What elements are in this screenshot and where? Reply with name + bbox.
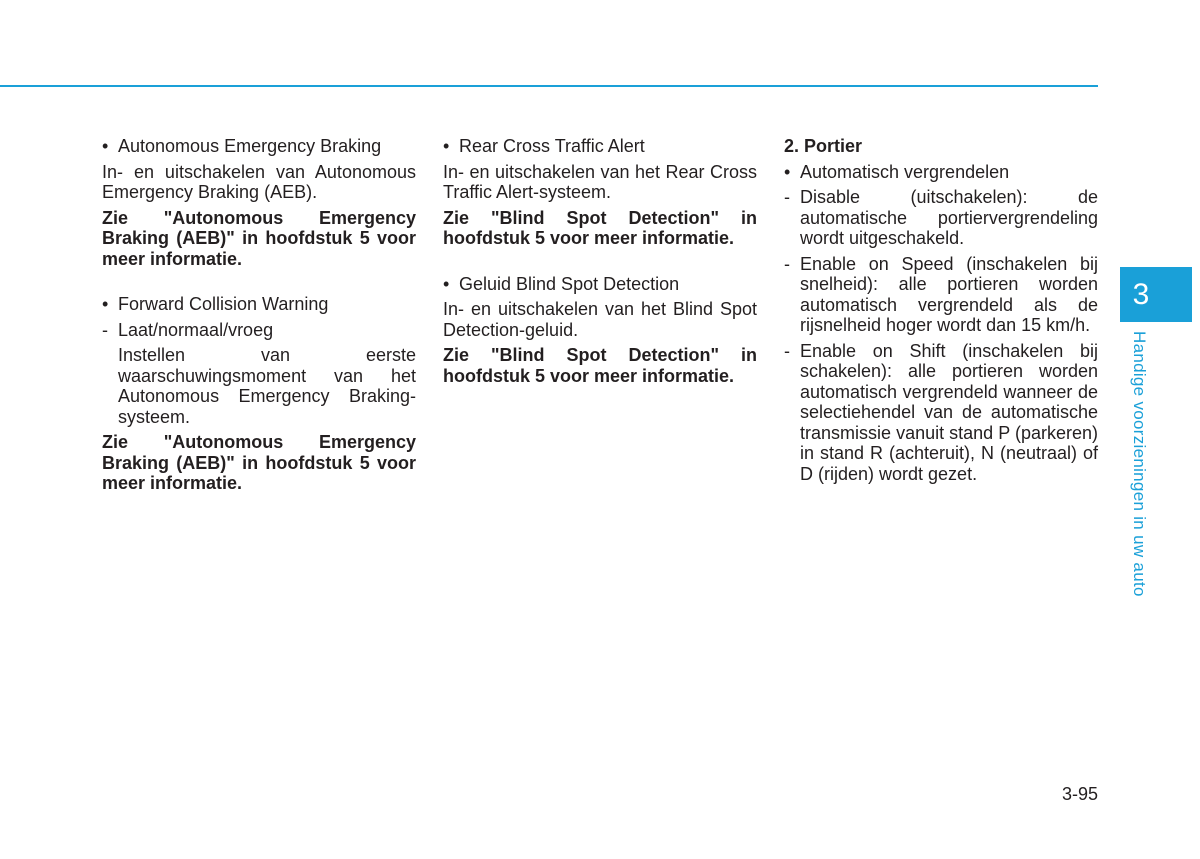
dash-icon: - [102, 319, 108, 340]
rcta-reference: Zie "Blind Spot Detection" in hoofdstuk 5 voor meer informatie. [443, 207, 757, 248]
rcta-heading: Rear Cross Traffic Alert [459, 136, 645, 156]
dash-icon: - [784, 340, 790, 361]
option-enable-shift: Enable on Shift (inschakelen bij schakelen): alle portieren worden automatisch vergrendeld wanneer de selectiehendel van de automatische transmissie vanuit stand P (parkeren) in stand R (achteruit), N (neutraal) of D (rijden) wordt gezet. [800, 340, 1098, 484]
column-3 [784, 136, 1098, 489]
page-number: 3-95 [1061, 784, 1098, 804]
fcw-option: Laat/normaal/vroeg [118, 319, 274, 340]
auto-lock-item [784, 162, 1098, 183]
option-enable-speed: Enable on Speed (inschakelen bij snelheid): alle portieren worden automatisch vergrendeld als de rijsnelheid hoger wordt dan 15 km/h. [800, 253, 1098, 335]
header-rule [0, 85, 1098, 87]
option-item [784, 341, 1098, 485]
fcw-reference: Zie "Autonomous Emergency Braking (AEB)" in hoofdstuk 5 voor meer informatie. [102, 432, 416, 493]
bullet-icon: • [443, 136, 450, 156]
option-disable: Disable (uitschakelen): de automatische portiervergrendeling wordt uitgeschakeld. [800, 187, 1098, 248]
dash-icon: - [784, 187, 790, 207]
bullet-icon: • [784, 161, 791, 182]
aeb-description: In- en uitschakelen van Autonomous Emergency Braking (AEB). [102, 161, 416, 202]
fcw-heading: Forward Collision Warning [118, 294, 329, 314]
bsd-description: In- en uitschakelen van het Blind Spot Detection-geluid. [443, 299, 757, 340]
bullet-icon: • [102, 294, 109, 314]
option-item [784, 254, 1098, 336]
rcta-description: In- en uitschakelen van het Rear Cross Traffic Alert-systeem. [443, 161, 757, 202]
dash-icon: - [784, 253, 790, 274]
section-title: 2. Portier [784, 136, 863, 156]
auto-lock-heading: Automatisch vergrendelen [800, 161, 1010, 182]
bullet-icon: • [443, 273, 450, 294]
fcw-item [102, 294, 416, 315]
rcta-item [443, 136, 757, 157]
aeb-item [102, 136, 416, 157]
bsd-reference: Zie "Blind Spot Detection" in hoofdstuk 5 voor meer informatie. [443, 345, 757, 386]
chapter-number: 3 [1132, 277, 1150, 311]
aeb-heading: Autonomous Emergency Braking [118, 136, 382, 156]
bsd-heading: Geluid Blind Spot Detection [459, 273, 680, 294]
bsd-item [443, 274, 757, 295]
aeb-reference: Zie "Autonomous Emergency Braking (AEB)" in hoofdstuk 5 voor meer informatie. [102, 207, 416, 269]
column-1 [102, 136, 416, 499]
fcw-description: Instellen van eerste waarschuwingsmoment van het Autonomous Emergency Braking-systeem. [118, 345, 416, 427]
option-item [784, 187, 1098, 249]
fcw-option-item [102, 320, 416, 341]
bullet-icon: • [102, 136, 109, 156]
chapter-tab [1120, 267, 1192, 322]
column-2 [443, 136, 757, 391]
chapter-title: Handige voorzieningen in uw auto [1130, 331, 1149, 597]
